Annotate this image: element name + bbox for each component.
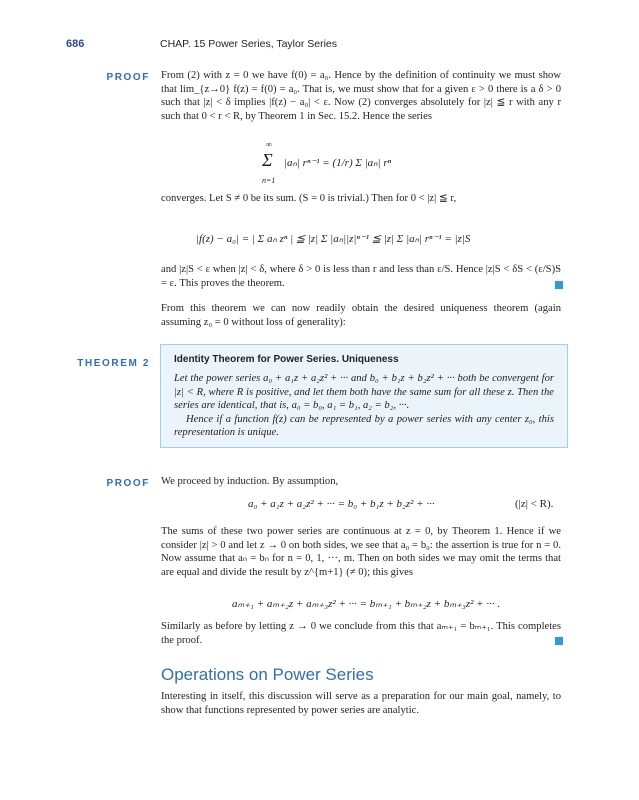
- proof2-paragraph-2: The sums of these two power series are continuous at z = 0, by Theorem 1. Hence if we consider |z| > 0 and let z → 0 on both sides, we see that a₀ = b₀: the assertion is true for n = 0. Now assume that aₙ = bₙ for n = 0, 1, ···, m. Then on both sides we may omit the terms that are equal and divide the result by z^{m+1} (≠ 0); this gives: [161, 526, 561, 578]
- theorem-statement-part-1: Let the power series a₀ + a₁z + a₂z² + ··· and b₀ + b₁z + b₂z² + ··· both be convergent for |z| < R, where R is positive, and let them both have the same sum for all these z. Then the series are identical, that is, a₀ = b₀, a₁ = b₁, a₂ = b₂, ···.: [174, 373, 554, 412]
- page-header: [0, 38, 639, 56]
- sum-sign: Σ: [262, 150, 273, 170]
- equation-text: |aₙ| rⁿ⁻¹ = (1/r) Σ |aₙ| rⁿ: [284, 157, 392, 169]
- proof1-paragraph-2: converges. Let S ≠ 0 be its sum. (S = 0 is trivial.) Then for 0 < |z| ≦ r,: [161, 193, 457, 204]
- page-number: 686: [66, 38, 85, 50]
- equation-shifted: aₘ₊₁ + aₘ₊₂z + aₘ₊₃z² + ··· = bₘ₊₁ + bₘ₊₂z + bₘ₊₃z² + ··· .: [232, 598, 501, 610]
- equation-condition: (|z| < R).: [515, 498, 554, 510]
- end-of-proof-mark: [555, 281, 563, 289]
- equation-series-1: [262, 140, 482, 188]
- equation-bound: [196, 220, 556, 260]
- theorem-title: Identity Theorem for Power Series. Uniqueness: [174, 354, 399, 365]
- proof2-paragraph-1: We proceed by induction. By assumption,: [161, 476, 339, 487]
- theorem-statement-part-2: Hence if a function f(z) can be represented by a power series with any center z₀, this representation is unique.: [174, 413, 554, 439]
- proof-label: PROOF: [106, 72, 150, 83]
- proof1-paragraph-1: From (2) with z = 0 we have f(0) = a₀. Hence by the definition of continuity we must show that lim_{z→0} f(z) = f(0) = a₀. That is, we must show that for a given ε > 0 there is a δ > 0 such that |z| < δ implies |f(z) − a₀| < ε. Now (2) converges absolutely for |z| ≦ r with any r such that 0 < r < R, by Theorem 1 in Sec. 15.2. Hence the series: [161, 70, 561, 122]
- interlude-paragraph: From this theorem we can now readily obtain the desired uniqueness theorem (again assuming z₀ = 0 without loss of generality):: [161, 303, 561, 328]
- theorem-statement: [174, 372, 554, 440]
- end-of-proof-mark: [555, 637, 563, 645]
- equation-text: |f(z) − a₀| = | Σ aₙ zⁿ | ≦ |z| Σ |aₙ||z|ⁿ⁻¹ ≦ |z| Σ |aₙ| rⁿ⁻¹ = |z|S: [196, 233, 471, 245]
- theorem-label: THEOREM 2: [77, 358, 150, 369]
- proof2-paragraph-3: Similarly as before by letting z → 0 we conclude from this that aₘ₊₁ = bₘ₊₁. This completes the proof.: [161, 621, 561, 646]
- sum-upper: ∞: [266, 140, 272, 149]
- equation-identity: a₀ + a₁z + a₂z² + ··· = b₀ + b₁z + b₂z² + ···: [248, 498, 435, 510]
- proof-label: PROOF: [106, 478, 150, 489]
- section-heading: Operations on Power Series: [161, 665, 374, 684]
- section-paragraph: Interesting in itself, this discussion will serve as a preparation for our main goal, namely, to show that functions represented by power series are analytic.: [161, 691, 561, 716]
- sum-lower: n=1: [262, 176, 276, 185]
- proof1-paragraph-3: and |z|S < ε when |z| < δ, where δ > 0 is less than r and less than ε/S. Hence |z|S < δS < (ε/S)S = ε. This proves the theorem.: [161, 264, 561, 289]
- running-title: CHAP. 15 Power Series, Taylor Series: [160, 38, 338, 50]
